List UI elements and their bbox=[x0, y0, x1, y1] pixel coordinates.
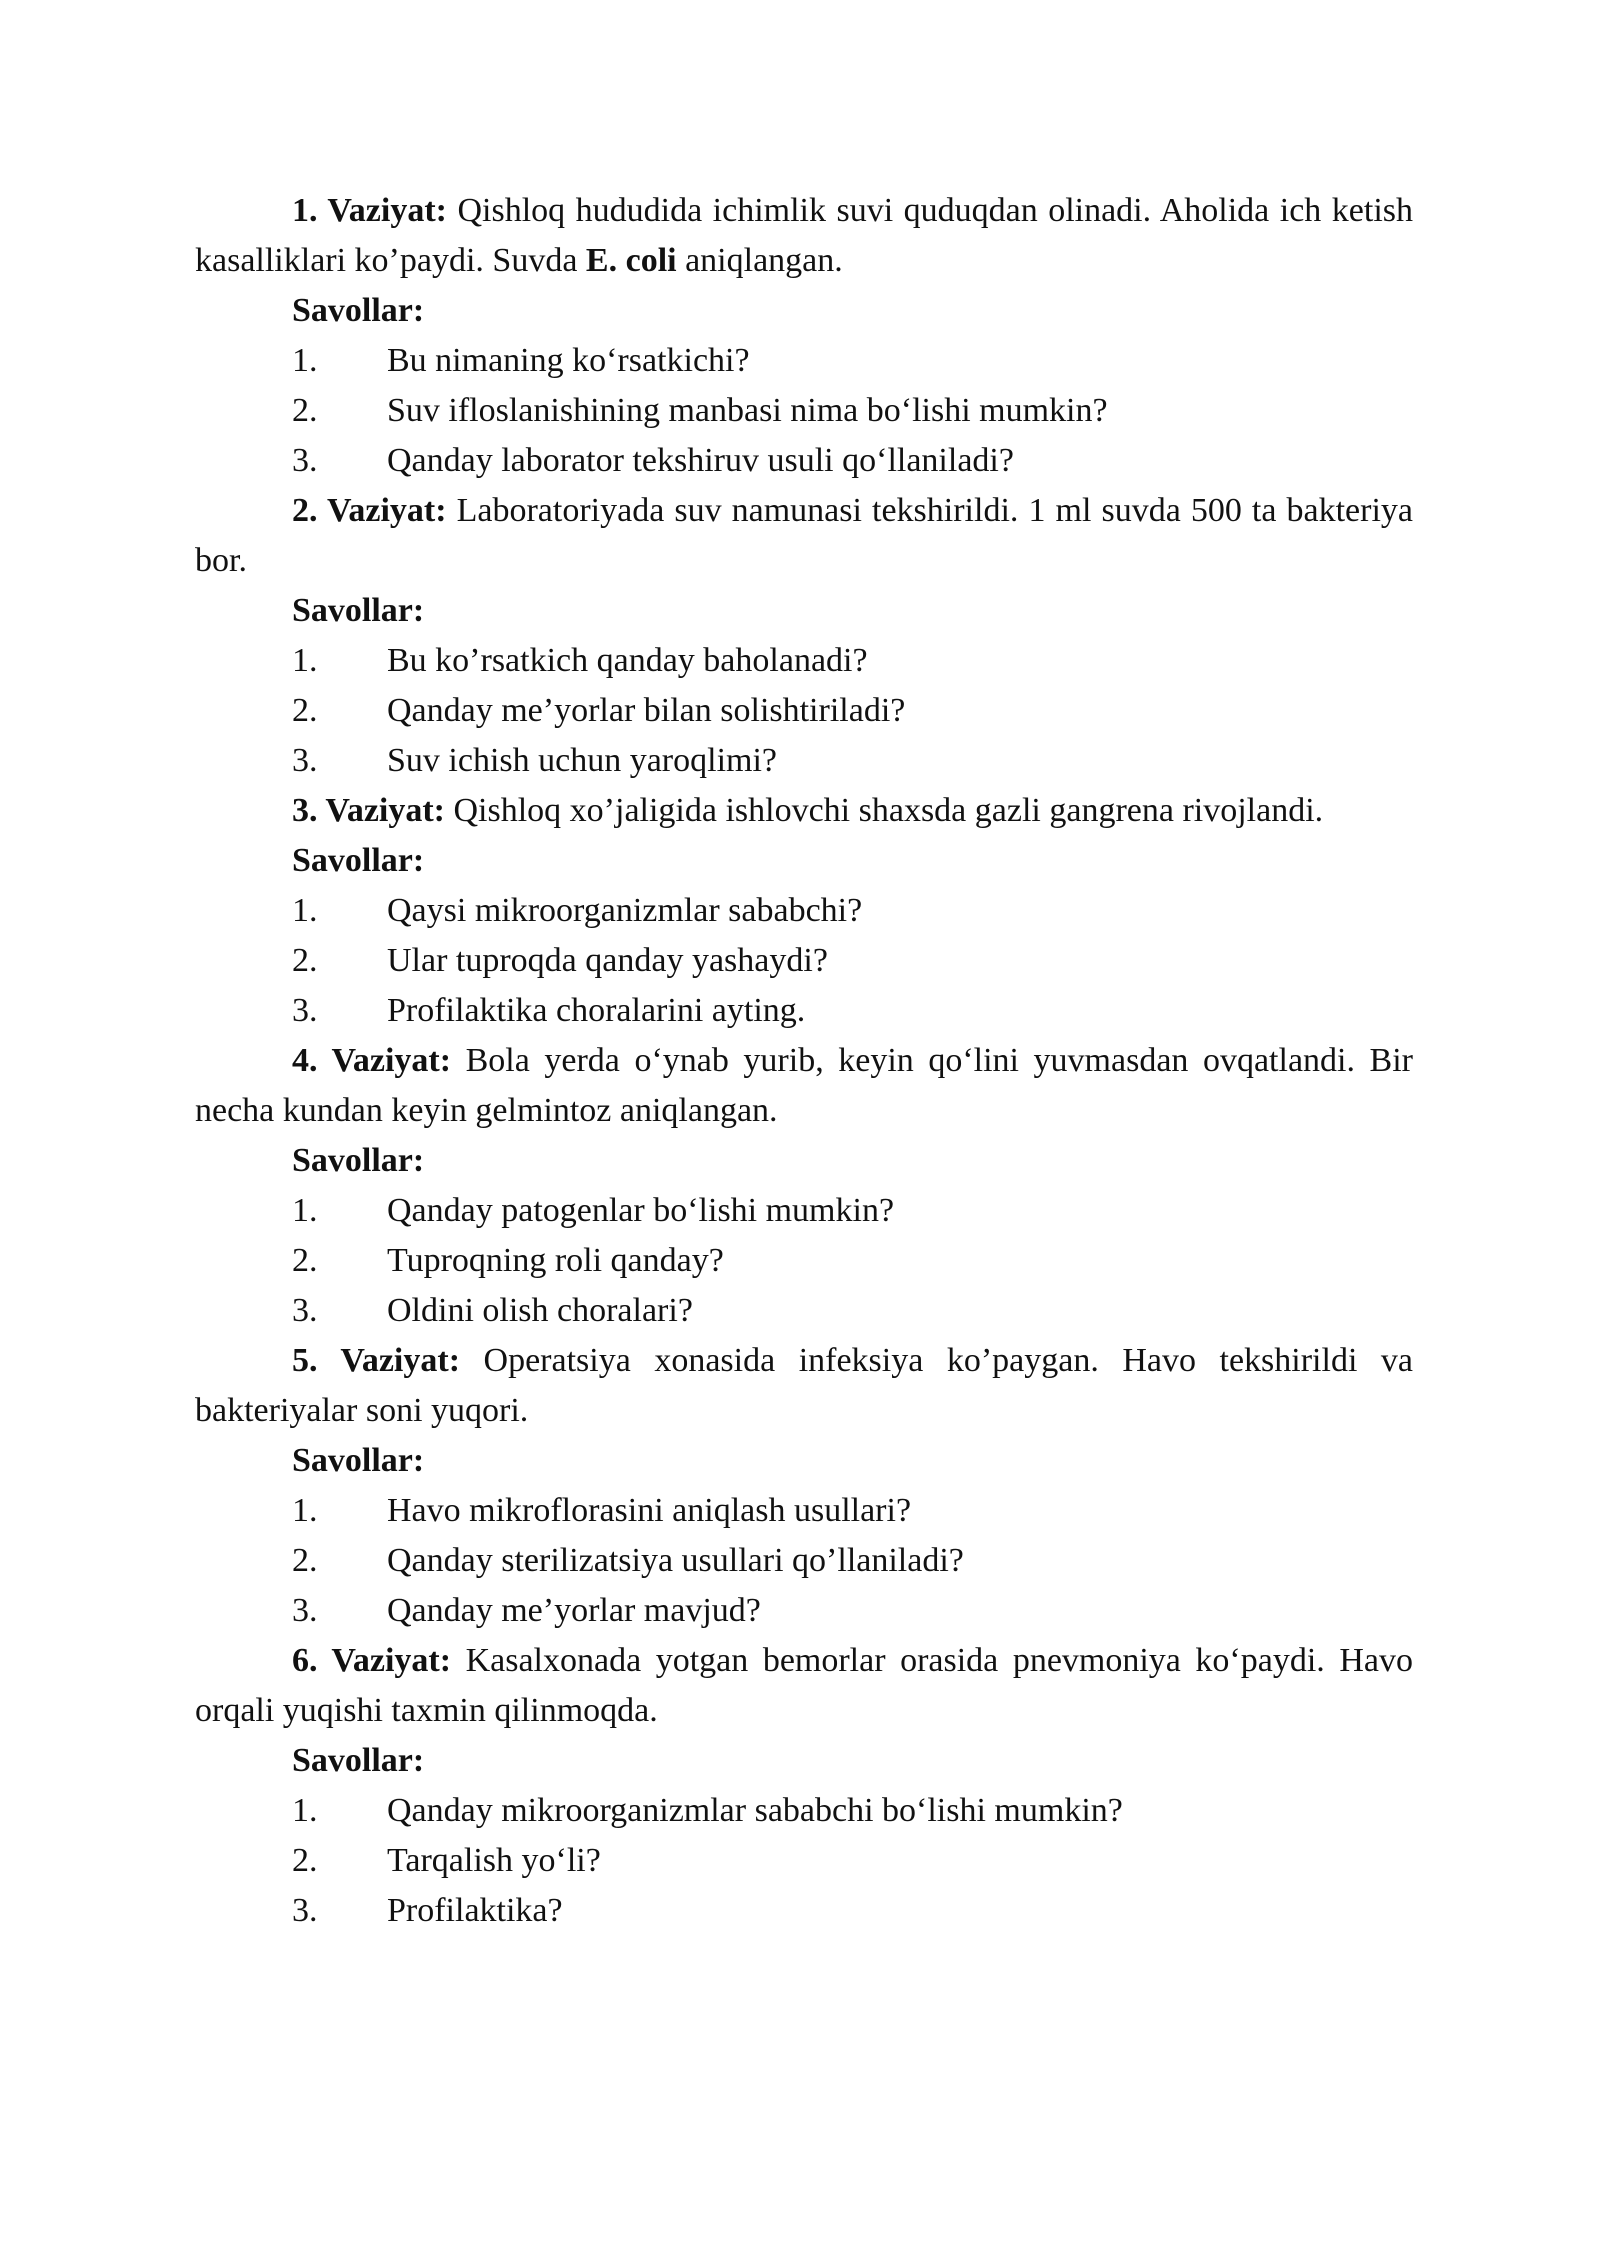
question-number: 3. bbox=[292, 992, 318, 1029]
case-text: Operatsiya xonasida infeksiya ko’paygan. Havo tekshirildi va bakteriyalar soni yuqori. bbox=[195, 1342, 1413, 1429]
question-number: 1. bbox=[292, 642, 318, 679]
case-label: 6. Vaziyat: bbox=[292, 1642, 452, 1679]
question-item bbox=[195, 886, 1413, 936]
question-text: Qanday sterilizatsiya usullari qo’llaniladi? bbox=[387, 1542, 964, 1579]
case-label: 2. Vaziyat: bbox=[292, 492, 447, 529]
case-text: Kasalxonada yotgan bemorlar orasida pnevmoniya ko‘paydi. Havo orqali yuqishi taxmin qilinmoqda. bbox=[195, 1642, 1413, 1729]
case-description bbox=[195, 1636, 1413, 1736]
questions-list bbox=[195, 1186, 1413, 1336]
document-page bbox=[195, 186, 1413, 1936]
question-text: Suv ichish uchun yaroqlimi? bbox=[387, 742, 778, 779]
questions-list bbox=[195, 886, 1413, 1036]
question-text: Profilaktika choralarini ayting. bbox=[387, 992, 806, 1029]
question-text: Qanday me’yorlar bilan solishtiriladi? bbox=[387, 692, 906, 729]
question-text: Qaysi mikroorganizmlar sababchi? bbox=[387, 892, 863, 929]
question-text: Ular tuproqda qanday yashaydi? bbox=[387, 942, 828, 979]
question-text: Bu ko’rsatkich qanday baholanadi? bbox=[387, 642, 868, 679]
question-text: Havo mikroflorasini aniqlash usullari? bbox=[387, 1492, 912, 1529]
question-item bbox=[195, 1886, 1413, 1936]
case-text: Qishloq hududida ichimlik suvi quduqdan olinadi. Aholida ich ketish kasalliklari ko’paydi. Suvda bbox=[195, 192, 1413, 279]
questions-heading: Savollar: bbox=[292, 292, 425, 329]
question-item bbox=[195, 1586, 1413, 1636]
question-number: 1. bbox=[292, 1792, 318, 1829]
case-6 bbox=[195, 1636, 1413, 1936]
question-number: 3. bbox=[292, 742, 318, 779]
question-item bbox=[195, 986, 1413, 1036]
question-text: Oldini olish choralari? bbox=[387, 1292, 693, 1329]
case-1 bbox=[195, 186, 1413, 486]
question-item bbox=[195, 736, 1413, 786]
questions-heading: Savollar: bbox=[292, 1442, 425, 1479]
question-item bbox=[195, 1286, 1413, 1336]
question-item bbox=[195, 1836, 1413, 1886]
question-number: 1. bbox=[292, 1192, 318, 1229]
case-3 bbox=[195, 786, 1413, 1036]
question-text: Profilaktika? bbox=[387, 1892, 563, 1929]
case-label: 1. Vaziyat: bbox=[292, 192, 447, 229]
question-text: Tarqalish yo‘li? bbox=[387, 1842, 601, 1879]
question-item bbox=[195, 936, 1413, 986]
questions-heading: Savollar: bbox=[292, 1742, 425, 1779]
case-4 bbox=[195, 1036, 1413, 1336]
questions-list bbox=[195, 1486, 1413, 1636]
question-number: 3. bbox=[292, 1292, 318, 1329]
question-item bbox=[195, 436, 1413, 486]
question-number: 1. bbox=[292, 342, 318, 379]
question-text: Qanday patogenlar bo‘lishi mumkin? bbox=[387, 1192, 895, 1229]
questions-list bbox=[195, 636, 1413, 786]
questions-list bbox=[195, 1786, 1413, 1936]
question-item bbox=[195, 636, 1413, 686]
question-text: Qanday mikroorganizmlar sababchi bo‘lishi mumkin? bbox=[387, 1792, 1123, 1829]
question-number: 2. bbox=[292, 692, 318, 729]
question-number: 2. bbox=[292, 1242, 318, 1279]
question-number: 1. bbox=[292, 1492, 318, 1529]
case-description bbox=[195, 1036, 1413, 1136]
case-description bbox=[195, 486, 1413, 586]
question-number: 1. bbox=[292, 892, 318, 929]
question-item bbox=[195, 1536, 1413, 1586]
question-text: Bu nimaning ko‘rsatkichi? bbox=[387, 342, 750, 379]
case-label: 3. Vaziyat: bbox=[292, 792, 445, 829]
case-text: Bola yerda o‘ynab yurib, keyin qo‘lini yuvmasdan ovqatlandi. Bir necha kundan keyin gelmintoz aniqlangan. bbox=[195, 1042, 1413, 1129]
questions-heading: Savollar: bbox=[292, 1142, 425, 1179]
case-text: Qishloq xo’jaligida ishlovchi shaxsda gazli gangrena rivojlandi. bbox=[445, 792, 1324, 829]
question-number: 2. bbox=[292, 392, 318, 429]
case-2 bbox=[195, 486, 1413, 786]
question-number: 2. bbox=[292, 1542, 318, 1579]
question-item bbox=[195, 686, 1413, 736]
question-text: Tuproqning roli qanday? bbox=[387, 1242, 724, 1279]
questions-list bbox=[195, 336, 1413, 486]
question-item bbox=[195, 336, 1413, 386]
case-text-after: aniqlangan. bbox=[676, 242, 843, 279]
question-number: 3. bbox=[292, 1892, 318, 1929]
questions-heading: Savollar: bbox=[292, 842, 425, 879]
question-number: 3. bbox=[292, 1592, 318, 1629]
bold-term: E. coli bbox=[585, 242, 677, 279]
question-number: 2. bbox=[292, 1842, 318, 1879]
question-item bbox=[195, 1786, 1413, 1836]
case-5 bbox=[195, 1336, 1413, 1636]
question-item bbox=[195, 1236, 1413, 1286]
case-description bbox=[195, 786, 1413, 836]
case-label: 5. Vaziyat: bbox=[292, 1342, 461, 1379]
case-description bbox=[195, 186, 1413, 286]
questions-heading: Savollar: bbox=[292, 592, 425, 629]
question-number: 2. bbox=[292, 942, 318, 979]
case-text: Laboratoriyada suv namunasi tekshirildi. 1 ml suvda 500 ta bakteriya bor. bbox=[195, 492, 1413, 579]
question-text: Qanday laborator tekshiruv usuli qo‘llaniladi? bbox=[387, 442, 1014, 479]
question-text: Qanday me’yorlar mavjud? bbox=[387, 1592, 761, 1629]
question-item bbox=[195, 1186, 1413, 1236]
question-text: Suv ifloslanishining manbasi nima bo‘lishi mumkin? bbox=[387, 392, 1108, 429]
question-number: 3. bbox=[292, 442, 318, 479]
question-item bbox=[195, 1486, 1413, 1536]
case-label: 4. Vaziyat: bbox=[292, 1042, 452, 1079]
question-item bbox=[195, 386, 1413, 436]
case-description bbox=[195, 1336, 1413, 1436]
